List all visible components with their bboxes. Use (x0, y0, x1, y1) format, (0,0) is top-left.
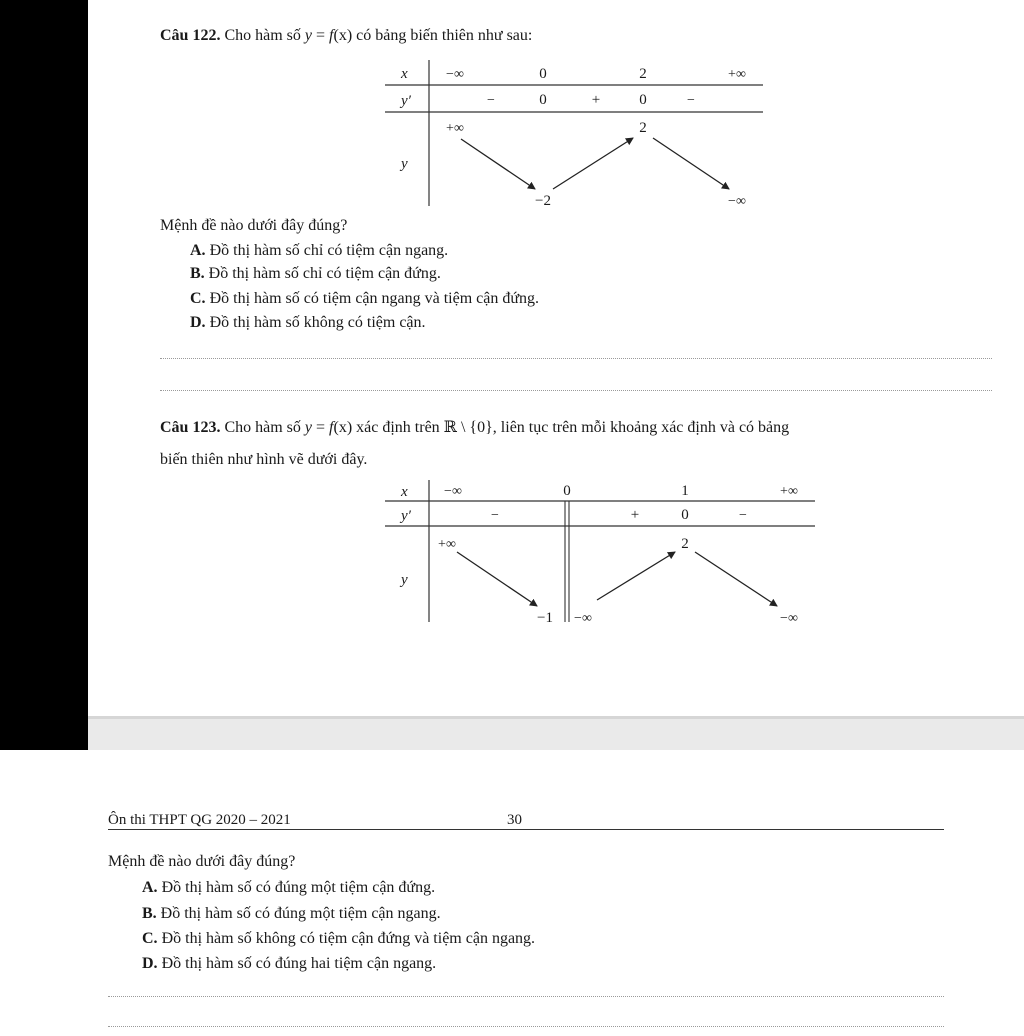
q122-number: Câu 122. (160, 27, 221, 44)
option-key: B. (190, 265, 205, 282)
q123-y-label: y (401, 572, 408, 588)
q123-intro-after: , liên tục trên mỗi khoảng xác định và có bảng (492, 419, 790, 436)
q122-x-value: 2 (639, 66, 647, 82)
q122-x-label: x (401, 66, 408, 82)
q122-sign: − (487, 93, 495, 108)
q123-x-value: 0 (563, 483, 571, 499)
option-text: Đồ thị hàm số có đúng một tiệm cận ngang. (160, 905, 441, 922)
q123-y-value: −1 (537, 610, 553, 626)
q123-sign: + (630, 507, 640, 523)
option-text: Đồ thị hàm số không có tiệm cận. (209, 314, 426, 331)
q122-x-value: 0 (539, 66, 547, 82)
q123-func-f: f (329, 419, 334, 436)
option-text: Đồ thị hàm số chỉ có tiệm cận ngang. (209, 242, 449, 259)
q123-yp-label: y′ (401, 508, 411, 524)
q123-y-value: −∞ (780, 611, 798, 626)
q122-func-arg: (x) (333, 27, 353, 44)
q122-y-value: −∞ (728, 194, 746, 209)
q123-domain: ℝ \ {0} (443, 419, 493, 436)
q123-arrow-down (457, 552, 537, 606)
q122-y-value: −2 (535, 193, 551, 209)
q122-question: Mệnh đề nào dưới đây đúng? (160, 217, 348, 234)
option-text: Đồ thị hàm số có đúng hai tiệm cận ngang. (161, 955, 437, 972)
q123-option-a (142, 878, 435, 898)
q123-variation-table (385, 476, 825, 626)
answer-dotted-line (108, 996, 944, 997)
option-key: D. (190, 314, 206, 331)
q122-arrow-down (653, 138, 729, 189)
option-key: D. (142, 955, 158, 972)
footer-page-number: 30 (507, 812, 522, 828)
option-text: Đồ thị hàm số chỉ có tiệm cận đứng. (208, 265, 441, 282)
q123-y-value: −∞ (574, 611, 592, 626)
option-key: A. (142, 879, 158, 896)
q123-x-value: −∞ (444, 484, 462, 499)
q123-arrow-up (597, 552, 675, 600)
q122-variation-table (385, 56, 770, 216)
q123-number: Câu 123. (160, 419, 221, 436)
q123-y-value: +∞ (438, 537, 456, 552)
q122-func-f: f (329, 27, 334, 44)
answer-dotted-line (108, 1026, 944, 1027)
q123-func-y: y (304, 419, 313, 436)
q123-sign: − (739, 508, 747, 523)
q122-x-value: +∞ (728, 67, 746, 82)
q122-intro-after: có bảng biến thiên như sau: (356, 27, 533, 44)
q123-x-label: x (401, 484, 408, 500)
answer-dotted-line (160, 390, 992, 391)
q123-heading (160, 418, 789, 438)
q122-sign: − (687, 93, 695, 108)
q122-x-value: −∞ (446, 67, 464, 82)
q122-sign: + (591, 92, 601, 108)
option-key: A. (190, 242, 206, 259)
q122-y-value: 2 (639, 120, 647, 136)
footer-title: Ôn thi THPT QG 2020 – 2021 (108, 812, 291, 828)
q122-heading (160, 26, 532, 46)
q122-intro-before: Cho hàm số (224, 27, 301, 44)
q122-arrow-up (553, 138, 633, 189)
option-text: Đồ thị hàm số có đúng một tiệm cận đứng. (161, 879, 436, 896)
q122-yp-label: y′ (401, 93, 411, 109)
q122-option-d (190, 313, 426, 333)
q123-option-c (142, 929, 535, 949)
option-key: C. (142, 930, 158, 947)
footer-rule (108, 829, 944, 830)
q123-x-value: 1 (681, 483, 689, 499)
q122-option-a (190, 241, 448, 261)
option-text: Đồ thị hàm số không có tiệm cận đứng và tiệm cận ngang. (161, 930, 536, 947)
q123-intro-line2: biến thiên như hình vẽ dưới đây. (160, 451, 368, 468)
q122-y-value: +∞ (446, 121, 464, 136)
q123-x-value: +∞ (780, 484, 798, 499)
q123-arrow-down (695, 552, 777, 606)
q123-intro-before: Cho hàm số (224, 419, 301, 436)
q122-func-y: y (304, 27, 313, 44)
q122-sign: 0 (639, 92, 647, 108)
q123-func-arg: (x) (333, 419, 353, 436)
option-key: C. (190, 290, 206, 307)
q123-sign: 0 (681, 507, 689, 523)
q122-option-c (190, 289, 539, 309)
q123-y-value: 2 (681, 536, 689, 552)
q123-func-eq: = (312, 419, 330, 436)
q122-func-eq: = (312, 27, 330, 44)
q122-sign: 0 (539, 92, 547, 108)
q122-option-b (190, 264, 441, 284)
option-key: B. (142, 905, 157, 922)
q123-question: Mệnh đề nào dưới đây đúng? (108, 853, 296, 870)
q123-option-d (142, 954, 436, 974)
q123-intro-mid: xác định trên (356, 419, 440, 436)
q123-sign: − (491, 508, 499, 523)
page-gap (88, 716, 1024, 750)
q122-arrow-down (461, 139, 535, 189)
q123-option-b (142, 904, 441, 924)
q122-y-label: y (401, 156, 408, 172)
answer-dotted-line (160, 358, 992, 359)
option-text: Đồ thị hàm số có tiệm cận ngang và tiệm cận đứng. (209, 290, 540, 307)
